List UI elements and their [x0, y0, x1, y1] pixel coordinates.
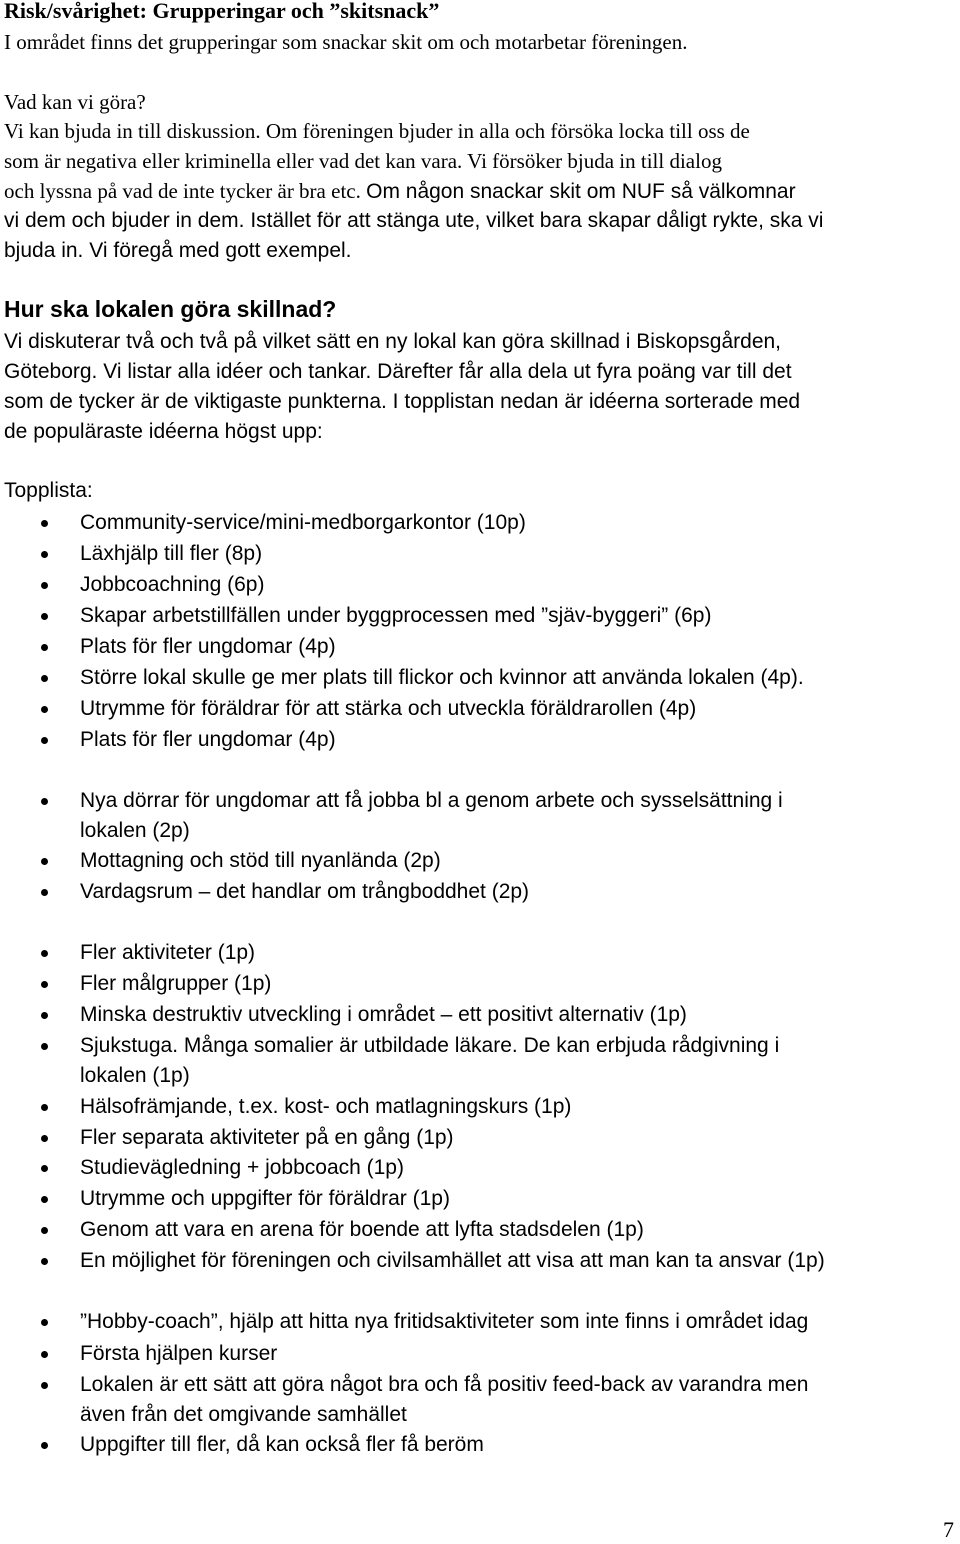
- bullet-icon: [41, 950, 48, 957]
- section-heading: Hur ska lokalen göra skillnad?: [4, 296, 337, 322]
- bullet-icon: [41, 1227, 48, 1234]
- bullet-icon: [41, 1043, 48, 1050]
- list-item-text: även från det omgivande samhället: [80, 1403, 407, 1426]
- page-number: 7: [943, 1517, 954, 1542]
- list-item-text: ”Hobby-coach”, hjälp att hitta nya fritidsaktiviteter som inte finns i området idag: [80, 1310, 809, 1333]
- bullet-icon: [41, 981, 48, 988]
- list-item-text: Genom att vara en arena för boende att lyfta stadsdelen (1p): [80, 1218, 644, 1241]
- action-line: Vi kan bjuda in till diskussion. Om föreningen bjuder in alla och försöka locka till oss de: [4, 119, 750, 143]
- risk-text: I området finns det grupperingar som snackar skit om och motarbetar föreningen.: [4, 30, 688, 54]
- list-item-text: Fler aktiviteter (1p): [80, 941, 256, 964]
- bullet-icon: [41, 1351, 48, 1358]
- list-item-text: Fler målgrupper (1p): [80, 972, 272, 995]
- action-line: som är negativa eller kriminella eller vad det kan vara. Vi försöker bjuda in till dialog: [4, 149, 722, 173]
- list-item-text: Lokalen är ett sätt att göra något bra och få positiv feed-back av varandra men: [80, 1373, 809, 1396]
- action-line: bjuda in. Vi föregå med gott exempel.: [4, 239, 352, 262]
- action-line-group: [4, 176, 796, 207]
- bullet-icon: [41, 798, 48, 805]
- toplist-label: Topplista:: [4, 479, 93, 502]
- bullet-icon: [41, 889, 48, 896]
- list-item-text: Uppgifter till fler, då kan också fler få beröm: [80, 1433, 484, 1456]
- list-item-text: Nya dörrar för ungdomar att få jobba bl a genom arbete och sysselsättning i: [80, 789, 783, 812]
- action-line: Om någon snackar skit om NUF så välkomnar: [366, 180, 796, 203]
- action-line: vi dem och bjuder in dem.: [4, 209, 245, 232]
- bullet-icon: [41, 1382, 48, 1389]
- action-line: och lyssna på vad de inte tycker är bra etc.: [4, 179, 361, 203]
- list-item-text: Läxhjälp till fler (8p): [80, 542, 263, 565]
- bullet-icon: [41, 737, 48, 744]
- list-item-text: Första hjälpen kurser: [80, 1342, 278, 1365]
- section-line: som de tycker är de viktigaste punkterna. I topplistan nedan är idéerna sorterade med: [4, 390, 801, 413]
- bullet-icon: [41, 1196, 48, 1203]
- bullet-icon: [41, 1012, 48, 1019]
- list-item-text: Skapar arbetstillfällen under byggprocessen med ”sjäv-byggeri” (6p): [80, 604, 712, 627]
- list-item-text: Hälsofrämjande, t.ex. kost- och matlagningskurs (1p): [80, 1095, 572, 1118]
- bullet-icon: [41, 1258, 48, 1265]
- bullet-icon: [41, 858, 48, 865]
- list-item-text: Sjukstuga. Många somalier är utbildade läkare. De kan erbjuda rådgivning i: [80, 1034, 780, 1057]
- section-line: Göteborg. Vi listar alla idéer och tankar. Därefter får alla dela ut fyra poäng var till det: [4, 360, 792, 383]
- bullet-icon: [41, 582, 48, 589]
- list-item-text: Utrymme för föräldrar för att stärka och utveckla föräldrarollen (4p): [80, 697, 697, 720]
- list-item-text: Studievägledning + jobbcoach (1p): [80, 1156, 404, 1179]
- bullet-icon: [41, 1165, 48, 1172]
- list-item-text: Större lokal skulle ge mer plats till flickor och kvinnor att använda lokalen (4p).: [80, 666, 804, 689]
- bullet-icon: [41, 520, 48, 527]
- bullet-icon: [41, 1442, 48, 1449]
- bullet-icon: [41, 613, 48, 620]
- list-item-text: Plats för fler ungdomar (4p): [80, 635, 336, 658]
- bullet-icon: [41, 644, 48, 651]
- list-item-text: lokalen (1p): [80, 1064, 190, 1087]
- action-question: Vad kan vi göra?: [4, 90, 146, 114]
- bullet-icon: [41, 675, 48, 682]
- section-line: de populäraste idéerna högst upp:: [4, 420, 323, 443]
- list-item-text: Plats för fler ungdomar (4p): [80, 728, 336, 751]
- action-line: Istället för att stänga ute, vilket bara skapar dåligt rykte, ska vi: [250, 209, 824, 232]
- bullet-icon: [41, 706, 48, 713]
- bullet-icon: [41, 1319, 48, 1326]
- bullet-icon: [41, 551, 48, 558]
- risk-heading: Risk/svårighet: Grupperingar och ”skitsnack”: [4, 0, 440, 23]
- list-item-text: Mottagning och stöd till nyanlända (2p): [80, 849, 441, 872]
- list-item-text: En möjlighet för föreningen och civilsamhället att visa att man kan ta ansvar (1p): [80, 1249, 825, 1272]
- list-item-text: lokalen (2p): [80, 819, 190, 842]
- action-line-group: [4, 206, 823, 236]
- list-item-text: Jobbcoachning (6p): [80, 573, 265, 596]
- list-item-text: Minska destruktiv utveckling i området – ett positivt alternativ (1p): [80, 1003, 687, 1026]
- bullet-icon: [41, 1135, 48, 1142]
- list-item-text: Community-service/mini-medborgarkontor (10p): [80, 511, 526, 534]
- bullet-icon: [41, 1104, 48, 1111]
- section-line: Vi diskuterar två och två på vilket sätt en ny lokal kan göra skillnad i Biskopsgården,: [4, 330, 782, 353]
- list-item-text: Utrymme och uppgifter för föräldrar (1p): [80, 1187, 450, 1210]
- list-item-text: Vardagsrum – det handlar om trångboddhet (2p): [80, 880, 530, 903]
- list-item-text: Fler separata aktiviteter på en gång (1p): [80, 1126, 454, 1149]
